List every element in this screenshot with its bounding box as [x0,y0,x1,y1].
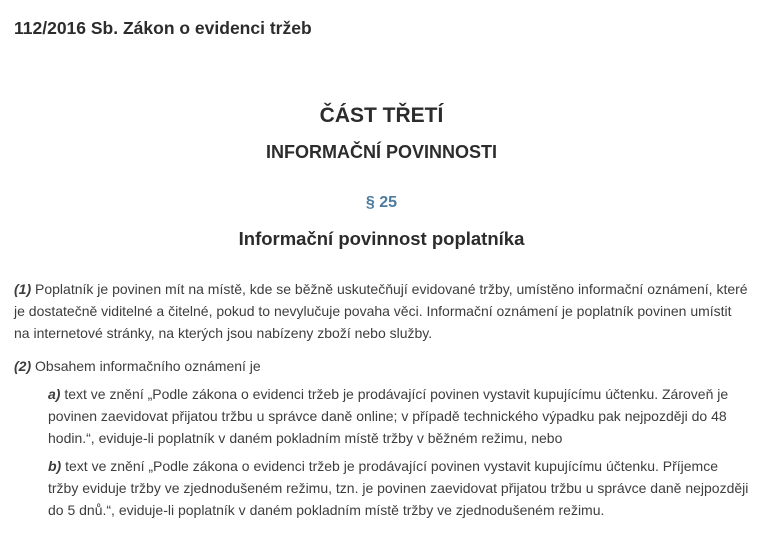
section-title: Informační povinnost poplatníka [238,228,525,250]
list-item-a [14,383,749,449]
paragraph-2-text: Obsahem informačního oznámení je [35,358,261,375]
part-heading: ČÁST TŘETÍ [319,104,444,128]
paragraph-2-marker: (2) [14,358,32,375]
list-item-a-marker: a) [48,386,61,403]
list-item-b-marker: b) [48,458,62,475]
list-item-a-text: text ve znění „Podle zákona o evidenci tržeb je prodávající povinen vystavit kupujícímu účtenku. Zároveň je povinen zaevidovat přijatou tržbu u správce daně online; v případě technického výpadku pak nejpozději do 48 hodin.“, eviduje-li poplatník v daném pokladním místě tržby v běžném režimu, nebo [48,386,729,447]
section-number: § 25 [365,194,398,212]
list-item-b-text: text ve znění „Podle zákona o evidenci tržeb je prodávající povinen vystavit kupujícímu účtenku. Příjemce tržby eviduje tržby ve zjednodušeném režimu, tzn. je povinen zaevidovat přijatou tržbu u správce daně nejpozději do 5 dnů.“, eviduje-li poplatník v daném pokladním místě tržby ve zjednodušeném režimu. [48,458,749,519]
paragraph-1-marker: (1) [14,281,32,298]
part-subheading: INFORMAČNÍ POVINNOSTI [265,142,497,163]
law-document [0,19,763,521]
page-title: 112/2016 Sb. Zákon o evidenci tržeb [14,18,312,38]
list-item-b [14,455,749,521]
paragraph-1 [14,278,749,344]
paragraph-2 [14,355,749,377]
paragraph-1-text: Poplatník je povinen mít na místě, kde se běžně uskutečňují evidované tržby, umístěno informační oznámení, které je dostatečně viditelné a čitelné, pokud to nevylučuje povaha věci. Informační oznámení je poplatník povinen umístit na internetové stránky, na kterých jsou nabízeny zboží nebo služby. [14,281,748,342]
